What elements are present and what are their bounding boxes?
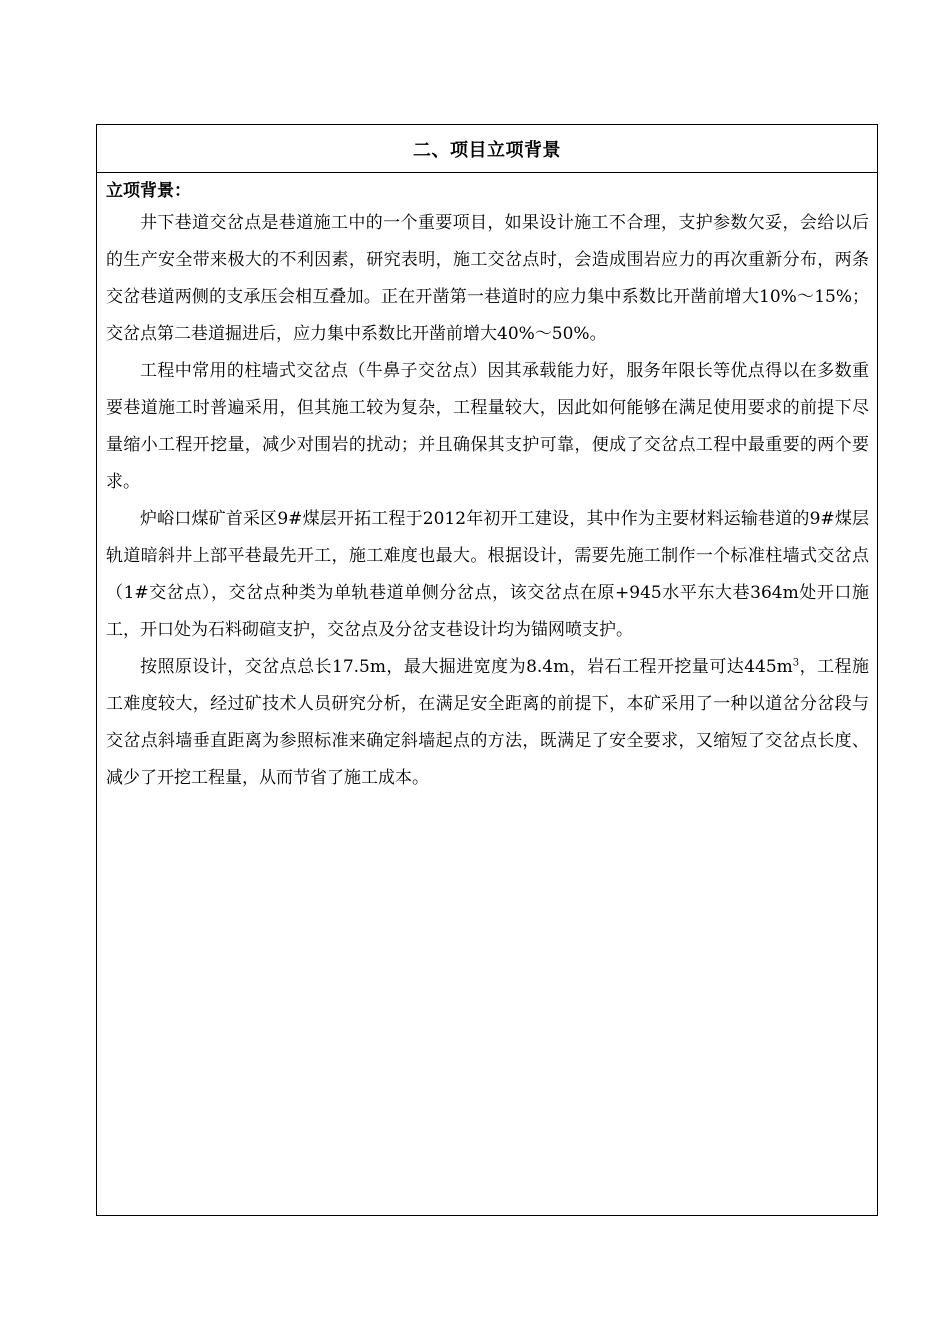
project-background-table <box>96 124 878 1216</box>
paragraph-4-text-a: 按照原设计，交岔点总长17.5m，最大掘进宽度为8.4m，岩石工程开挖量可达445m <box>140 657 793 677</box>
cubic-superscript: 3 <box>792 657 800 669</box>
paragraph-2: 工程中常用的柱墙式交岔点（牛鼻子交岔点）因其承载能力好，服务年限长等优点得以在多数重要巷道施工时普遍采用，但其施工较为复杂，工程量较大，因此如何能够在满足使用要求的前提下尽量缩小工程开挖量，减少对围岩的扰动；并且确保其支护可靠，便成了交岔点工程中最重要的两个要求。 <box>106 361 869 492</box>
paragraph-3: 炉峪口煤矿首采区9#煤层开拓工程于2012年初开工建设，其中作为主要材料运输巷道的9#煤层轨道暗斜井上部平巷最先开工，施工难度也最大。根据设计，需要先施工制作一个标准柱墙式交岔点（1#交岔点），交岔点种类为单轨巷道单侧分岔点，该交岔点在原+945水平东大巷364m处开口施工，开口处为石料砌碹支护，交岔点及分岔支巷设计均为锚网喷支护。 <box>106 509 869 640</box>
paragraph-4 <box>106 649 869 797</box>
table-header-row <box>97 125 877 173</box>
paragraph-4-text-b: ，工程施工难度较大，经过矿技术人员研究分析，在满足安全距离的前提下，本矿采用了一种以道岔分岔段与交岔点斜墙垂直距离为参照标准来确定斜墙起点的方法，既满足了安全要求，又缩短了交岔点长度、减少了开挖工程量，从而节省了施工成本。 <box>106 657 869 788</box>
paragraph-1: 井下巷道交岔点是巷道施工中的一个重要项目，如果设计施工不合理，支护参数欠妥，会给以后的生产安全带来极大的不利因素，研究表明，施工交岔点时，会造成围岩应力的再次重新分布，两条交岔巷道两侧的支承压会相互叠加。正在开凿第一巷道时的应力集中系数比开凿前增大10%～15%；交岔点第二巷道掘进后，应力集中系数比开凿前增大40%～50%。 <box>106 213 869 344</box>
background-content-cell <box>97 173 877 797</box>
section-title: 二、项目立项背景 <box>413 139 561 161</box>
field-label: 立项背景： <box>106 181 191 201</box>
